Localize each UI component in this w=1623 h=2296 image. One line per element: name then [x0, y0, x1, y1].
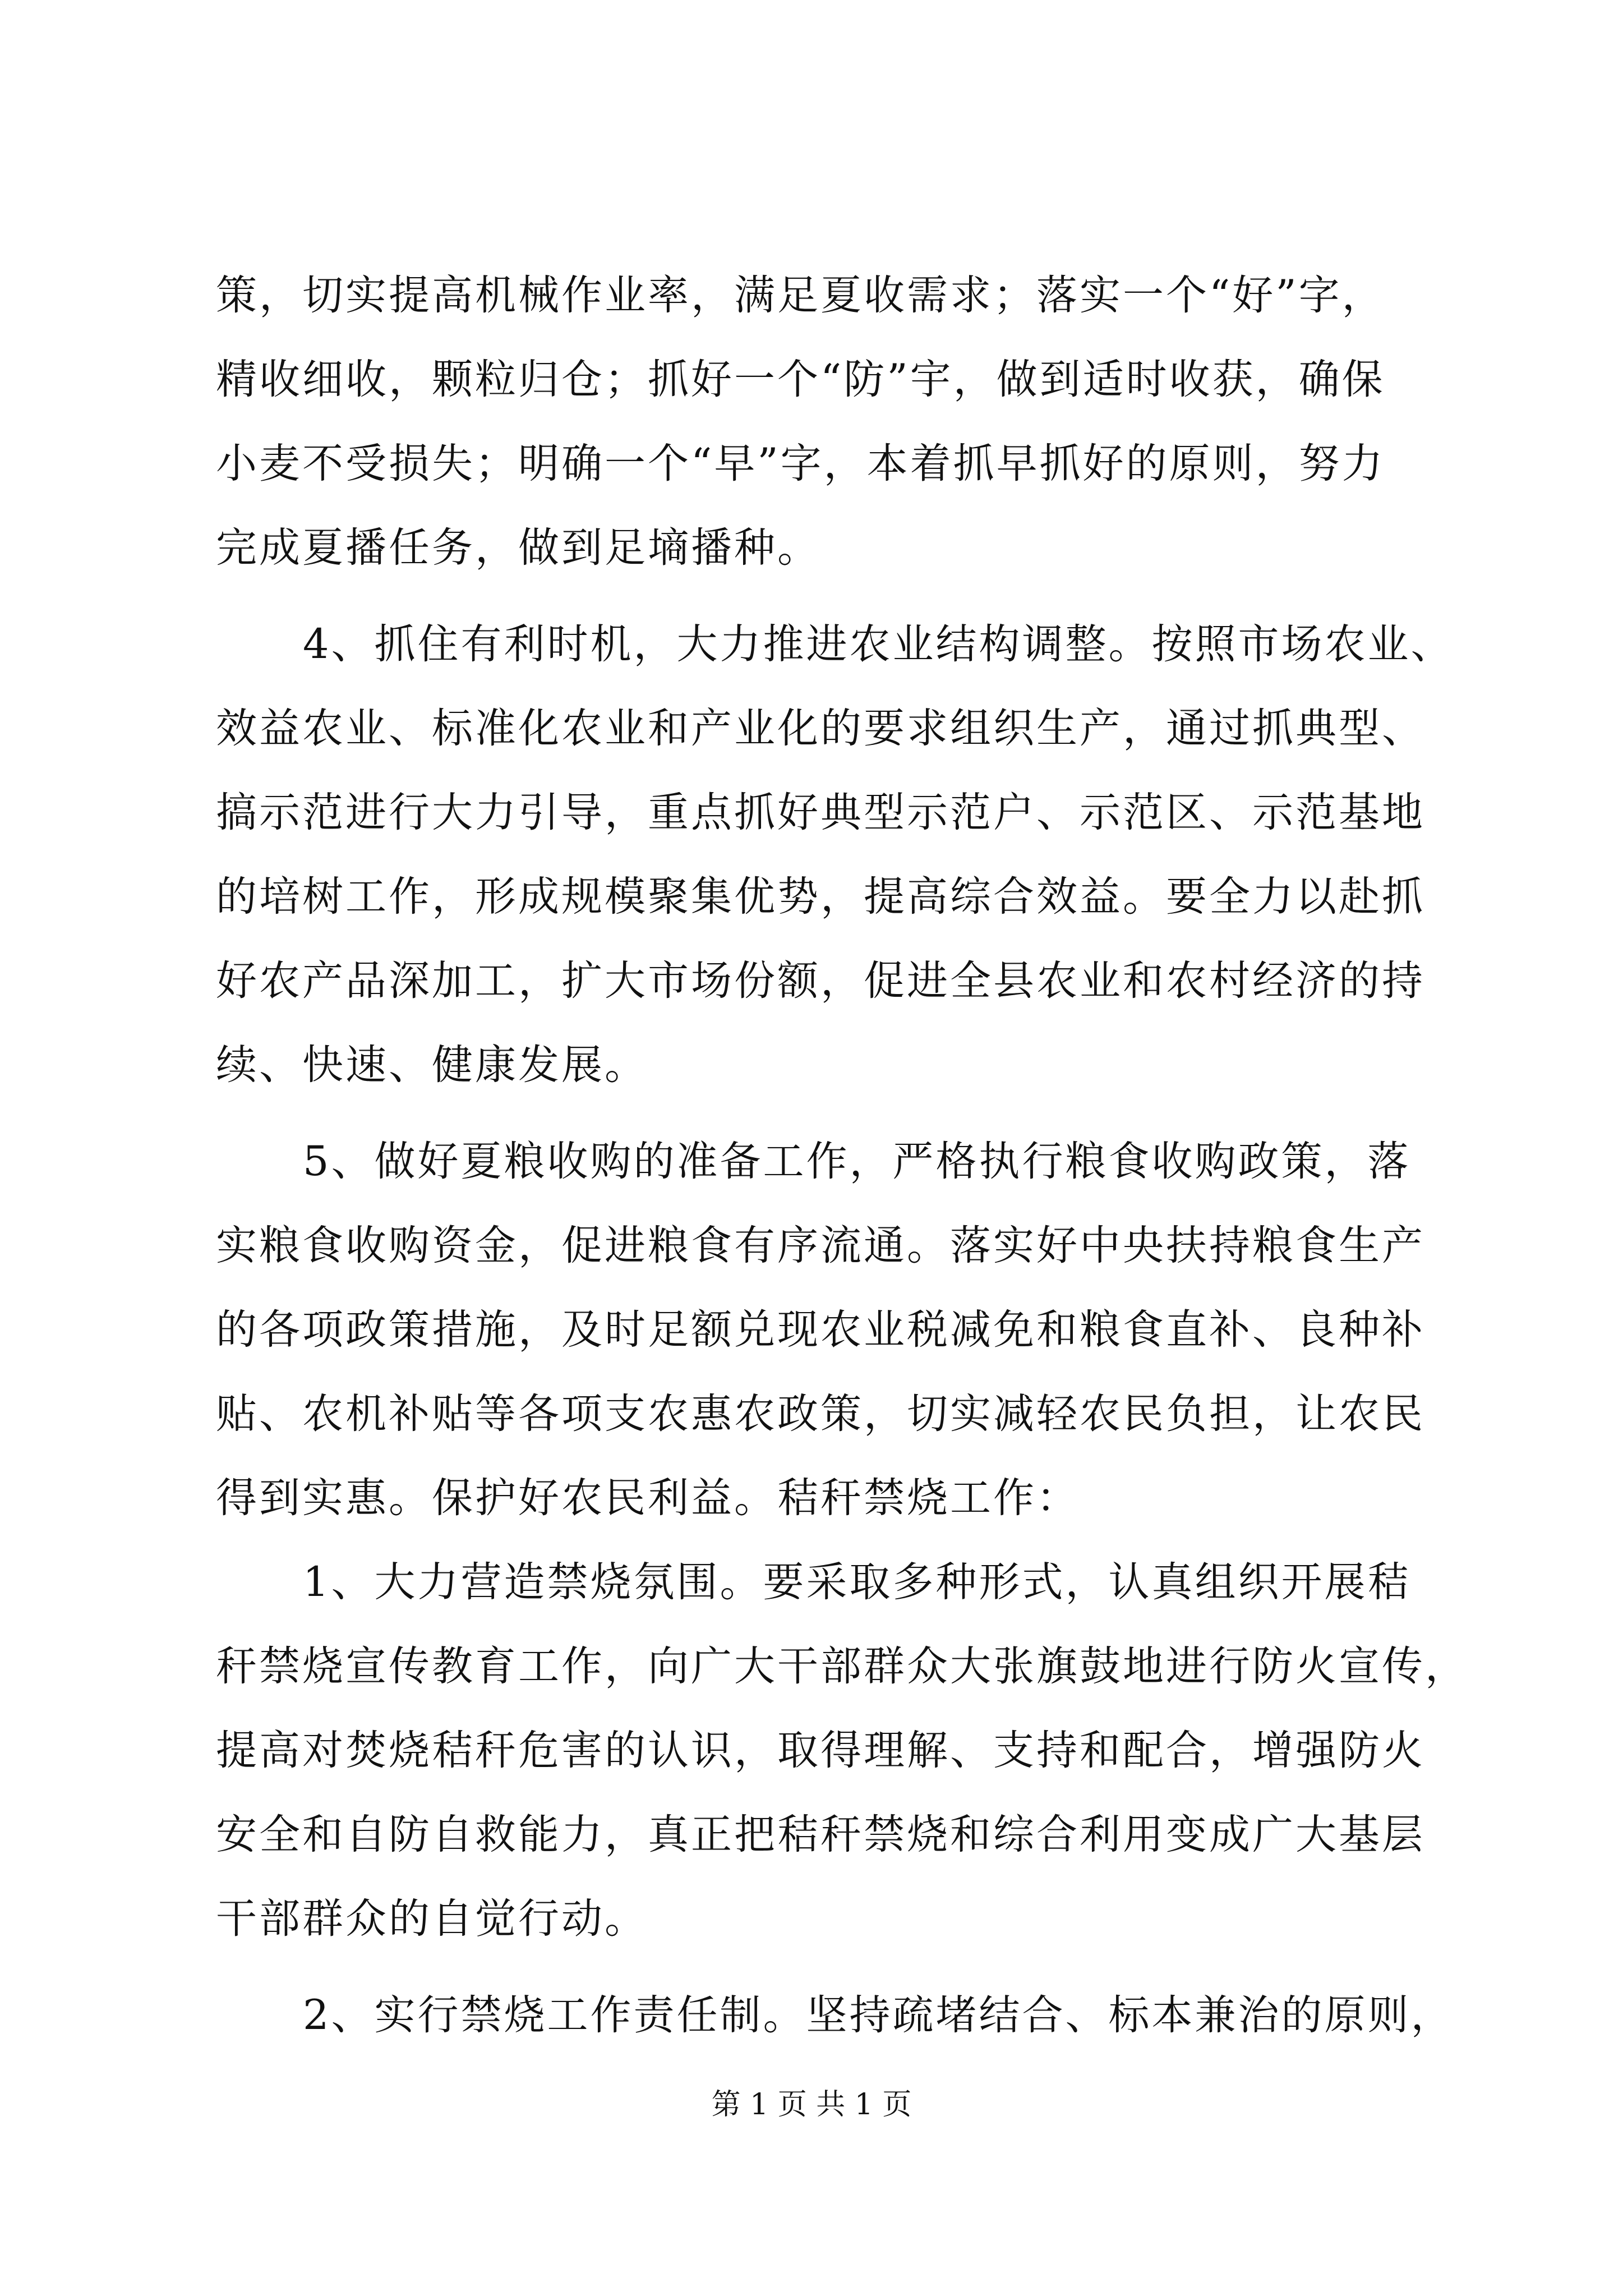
text-line: 提高对焚烧秸秆危害的认识，取得理解、支持和配合，增强防火	[216, 1727, 1425, 1774]
document-body	[216, 272, 1468, 2079]
text-line: 秆禁烧宣传教育工作，向广大干部群众大张旗鼓地进行防火宣传，	[216, 1642, 1468, 1690]
text-line: 续、快速、健康发展。	[216, 1041, 648, 1089]
text-line: 4、抓住有利时机，大力推进农业结构调整。按照市场农业、	[303, 620, 1454, 668]
text-line: 完成夏播任务，做到足墒播种。	[216, 524, 820, 572]
text-line: 干部群众的自觉行动。	[216, 1895, 648, 1943]
text-line: 策，切实提高机械作业率，满足夏收需求；落实一个“好”字，	[216, 272, 1385, 319]
text-line: 得到实惠。保护好农民利益。秸秆禁烧工作：	[216, 1474, 1080, 1522]
text-line: 精收细收，颗粒归仓；抓好一个“防”宇，做到适时收获，确保	[216, 356, 1385, 403]
text-line: 效益农业、标准化农业和产业化的要求组织生产，通过抓典型、	[216, 705, 1425, 752]
text-line: 实粮食收购资金，促进粮食有序流通。落实好中央扶持粮食生产	[216, 1222, 1425, 1269]
text-line: 的培树工作，形成规模聚集优势，提高综合效益。要全力以赴抓	[216, 873, 1425, 921]
text-line: 好农产品深加工，扩大市场份额，促进全县农业和农村经济的持	[216, 957, 1425, 1005]
text-line: 5、做好夏粮收购的准备工作，严格执行粮食收购政策，落	[303, 1138, 1411, 1185]
text-line: 1、大力营造禁烧氛围。要采取多种形式，认真组织开展秸	[303, 1558, 1411, 1606]
page-footer	[0, 2088, 1623, 2122]
text-line: 小麦不受损失；明确一个“早”字，本着抓早抓好的原则，努力	[216, 440, 1385, 487]
text-line: 的各项政策措施，及时足额兑现农业税减免和粮食直补、良种补	[216, 1306, 1425, 1354]
page-number-label: 第 1 页 共 1 页	[711, 2088, 912, 2122]
text-line: 搞示范进行大力引导，重点抓好典型示范户、示范区、示范基地	[216, 789, 1425, 836]
text-line: 贴、农机补贴等各项支农惠农政策，切实减轻农民负担，让农民	[216, 1390, 1425, 1438]
text-line: 安全和自防自救能力，真正把秸秆禁烧和综合利用变成广大基层	[216, 1811, 1425, 1858]
text-line: 2、实行禁烧工作责任制。坚持疏堵结合、标本兼治的原则，	[303, 1991, 1454, 2039]
